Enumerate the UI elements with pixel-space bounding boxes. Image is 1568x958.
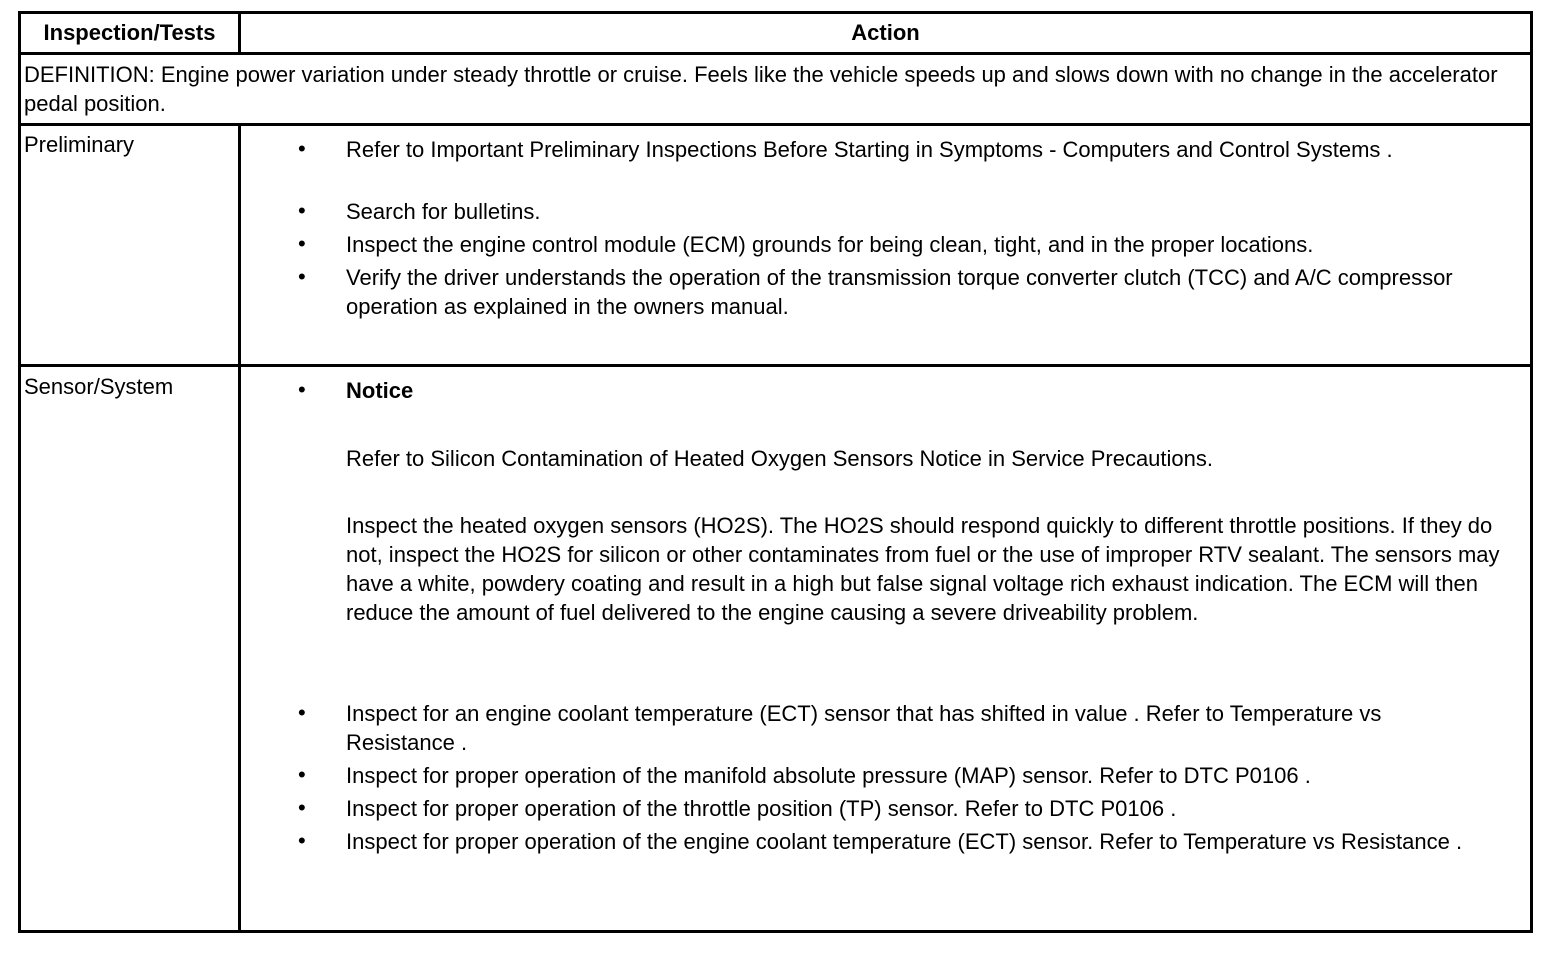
bullet-icon: •: [298, 231, 306, 256]
list-item-text: Inspect for an engine coolant temperature (ECT) sensor that has shifted in value . Refer to Temperature vs Resistance .: [346, 701, 1382, 755]
table-border-bottom: [18, 930, 1533, 933]
bullet-icon: •: [298, 700, 306, 725]
list-item-text: Inspect for proper operation of the manifold absolute pressure (MAP) sensor. Refer to DTC P0106 .: [346, 763, 1311, 788]
header-divider: [18, 52, 1533, 55]
bullet-icon: •: [298, 198, 306, 223]
column-divider: [238, 123, 241, 933]
preliminary-divider: [18, 364, 1533, 367]
notice-body: Inspect the heated oxygen sensors (HO2S). The HO2S should respond quickly to different throttle positions. If they do not, inspect the HO2S for silicon or other contaminates from fuel or the use of improper RTV sealant. The sensors may have a white, powdery coating and result in a high but false signal voltage rich exhaust indication. The ECM will then reduce the amount of fuel delivered to the engine causing a severe driveability problem.: [346, 513, 1500, 625]
table-border-right: [1530, 11, 1533, 933]
list-item-text: Refer to Important Preliminary Inspections Before Starting in Symptoms - Computers and Control Systems .: [346, 137, 1393, 162]
header-action: Action: [851, 20, 920, 45]
header-inspection-tests: Inspection/Tests: [43, 20, 216, 45]
notice-title: Notice: [346, 378, 414, 403]
list-item-text: Inspect for proper operation of the throttle position (TP) sensor. Refer to DTC P0106 .: [346, 796, 1177, 821]
list-item: [298, 376, 1526, 405]
definition-text: DEFINITION: Engine power variation under steady throttle or cruise. Feels like the vehicle speeds up and slows down with no change in the accelerator pedal position.: [24, 62, 1498, 116]
preliminary-label: Preliminary: [24, 132, 135, 157]
sensor-system-label: Sensor/System: [24, 374, 174, 399]
table-border-top: [18, 11, 1533, 14]
list-item: [298, 263, 1496, 321]
bullet-icon: •: [298, 828, 306, 853]
list-item-text: Inspect for proper operation of the engine coolant temperature (ECT) sensor. Refer to Temperature vs Resistance .: [346, 829, 1463, 854]
bullet-icon: •: [298, 762, 306, 787]
list-item-text: Search for bulletins.: [346, 199, 541, 224]
list-item: [298, 699, 1496, 757]
diagnostic-table: [18, 11, 1533, 933]
list-item-text: Inspect the engine control module (ECM) grounds for being clean, tight, and in the proper locations.: [346, 232, 1314, 257]
bullet-icon: •: [298, 795, 306, 820]
definition-divider: [18, 123, 1533, 126]
list-item: [298, 761, 1526, 790]
bullet-icon: •: [298, 136, 306, 161]
bullet-icon: •: [298, 264, 306, 289]
list-item: [298, 827, 1496, 856]
list-item: [298, 230, 1526, 259]
notice-reference: Refer to Silicon Contamination of Heated Oxygen Sensors Notice in Service Precautions.: [346, 446, 1213, 471]
list-item: [298, 794, 1526, 823]
list-item-text: Verify the driver understands the operation of the transmission torque converter clutch (TCC) and A/C compressor operation as explained in the owners manual.: [346, 265, 1453, 319]
list-item: [298, 135, 1526, 164]
bullet-icon: •: [298, 377, 306, 402]
list-item: [298, 197, 1526, 226]
table-border-left: [18, 11, 21, 933]
